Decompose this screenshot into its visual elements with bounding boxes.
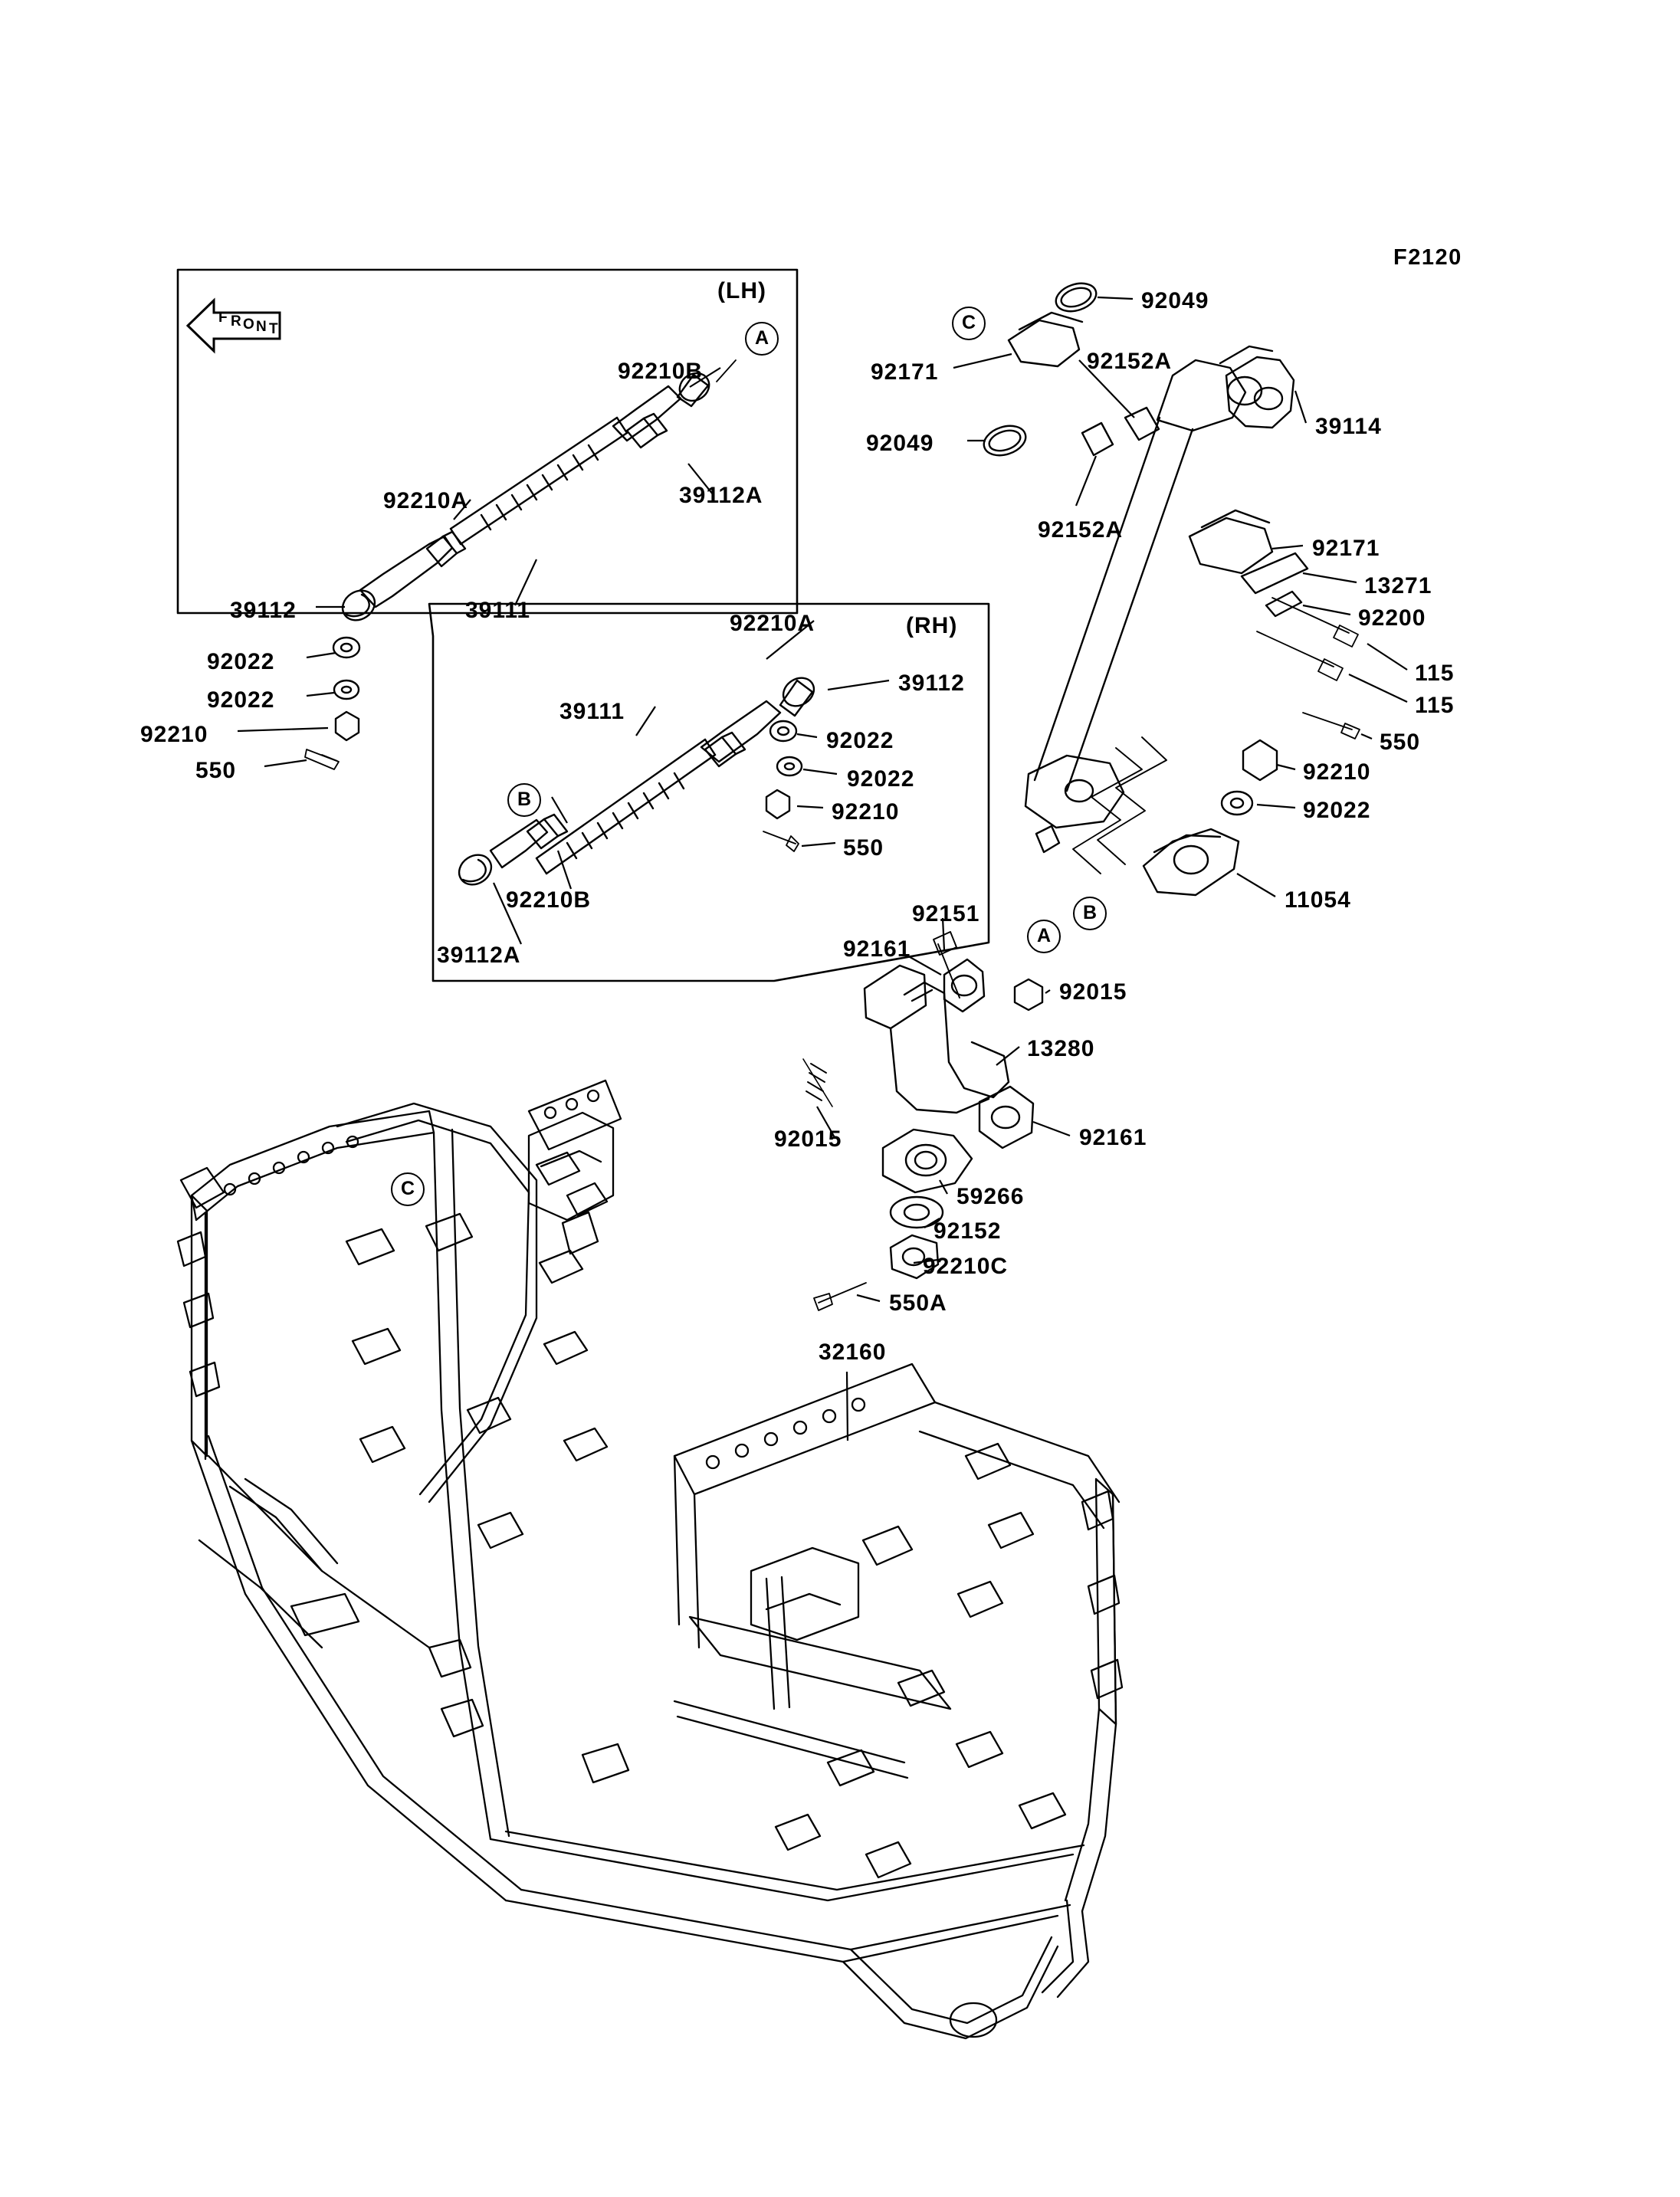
callout-115-lower: 115 [1415, 693, 1455, 718]
callout-92210-right: 92210 [1303, 759, 1371, 785]
callout-550A: 550A [889, 1290, 947, 1316]
callout-39111-rh: 39111 [559, 699, 625, 724]
callout-59266: 59266 [956, 1184, 1025, 1209]
callout-92200: 92200 [1358, 605, 1426, 631]
callout-39112-lh: 39112 [230, 598, 297, 623]
callout-92152A-lower: 92152A [1038, 517, 1124, 543]
callout-92161-lower: 92161 [1079, 1125, 1147, 1150]
callout-92171-top: 92171 [871, 359, 939, 385]
callout-92161-upper: 92161 [843, 936, 911, 962]
callout-92171-mid: 92171 [1312, 536, 1380, 561]
callout-92015-upper: 92015 [1059, 979, 1127, 1005]
diagram-code: F2120 [1393, 245, 1462, 270]
ref-circle-c-frame: C [391, 1172, 425, 1206]
ref-circle-a-mid: A [1027, 920, 1061, 953]
callout-115-upper: 115 [1415, 661, 1455, 686]
callout-92022-right: 92022 [1303, 798, 1371, 823]
callout-92210-lh: 92210 [140, 722, 208, 747]
callout-13271: 13271 [1364, 573, 1432, 598]
callout-92210A-rh: 92210A [730, 611, 815, 636]
callout-92022-rh-1: 92022 [826, 728, 894, 753]
callout-39112-rh: 39112 [898, 671, 965, 696]
ref-circle-c-top: C [952, 307, 986, 340]
callout-550-right: 550 [1380, 730, 1421, 755]
callout-32160: 32160 [819, 1340, 887, 1365]
callout-92049-top: 92049 [1141, 288, 1209, 313]
ref-circle-b-rh: B [507, 783, 541, 817]
svg-text:R: R [231, 313, 241, 330]
callout-92151: 92151 [912, 901, 980, 926]
svg-text:F: F [218, 310, 228, 326]
callout-92210-rh: 92210 [832, 799, 900, 825]
callout-92022-lh-2: 92022 [207, 687, 275, 713]
callout-39112A-lh: 39112A [679, 483, 763, 508]
callout-92210A-lh: 92210A [383, 488, 469, 513]
callout-92152A-top: 92152A [1087, 349, 1173, 374]
callout-92049-lower: 92049 [866, 431, 934, 456]
callout-39112A-rh: 39112A [437, 943, 521, 968]
ref-circle-b-mid: B [1073, 897, 1107, 930]
callout-92152: 92152 [934, 1218, 1002, 1244]
callout-92022-rh-2: 92022 [847, 766, 915, 792]
callout-550-lh: 550 [195, 758, 237, 783]
svg-text:T: T [269, 321, 278, 337]
callout-550-rh: 550 [843, 835, 884, 861]
front-arrow-icon [182, 291, 289, 360]
callout-92015-lower: 92015 [774, 1126, 842, 1152]
ref-circle-a-lh: A [745, 322, 779, 356]
callout-39111-lh: 39111 [465, 598, 531, 623]
svg-text:N: N [256, 319, 267, 335]
callout-92022-lh-1: 92022 [207, 649, 275, 674]
callout-13280: 13280 [1027, 1036, 1095, 1061]
callout-92210B-rh: 92210B [506, 887, 592, 913]
callout-11054: 11054 [1285, 887, 1351, 913]
panel-label-rh: (RH) [906, 613, 958, 638]
svg-text:O: O [243, 316, 254, 333]
callout-39114: 39114 [1315, 414, 1382, 439]
callout-92210B-lh: 92210B [618, 359, 704, 384]
callout-92210C: 92210C [923, 1254, 1009, 1279]
panel-label-lh: (LH) [717, 278, 766, 303]
